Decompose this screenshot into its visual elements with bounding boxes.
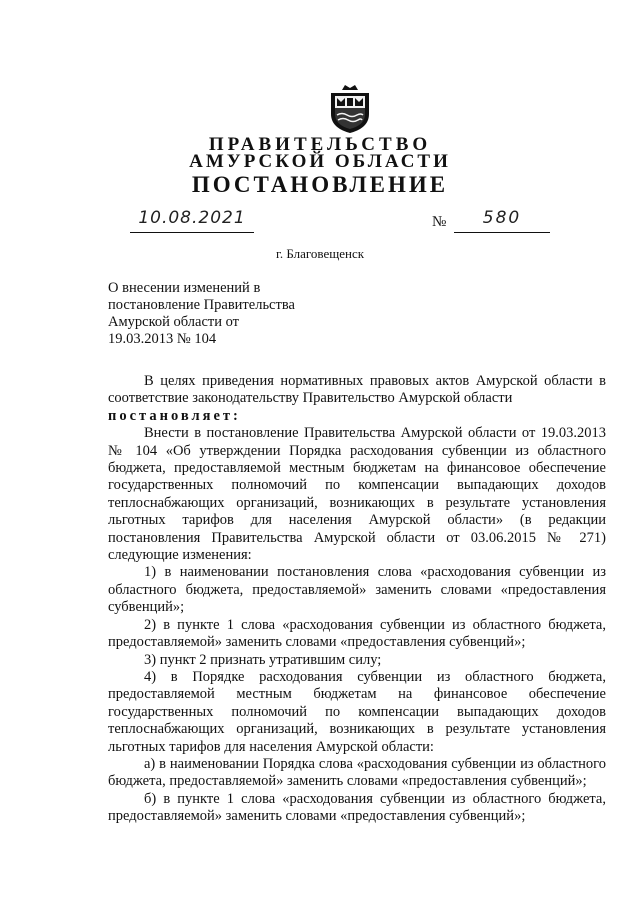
body-paragraph: а) в наименовании Порядка слова «расходования субвенции из областного бюджета, предоставляемой» заменить словами «предоставления субвенций»; [108, 755, 606, 790]
resolves-heading: постановляет: [108, 407, 241, 424]
body-paragraph: 3) пункт 2 признать утратившим силу; [144, 651, 382, 668]
preamble-paragraph: В целях приведения нормативных правовых актов Амурской области в соответствие законодательству Правительство Амурской области [108, 373, 606, 407]
document-date: 10.08.2021 [130, 208, 254, 233]
region-title: АМУРСКОЙ ОБЛАСТИ [189, 151, 451, 172]
body-paragraph: Внести в постановление Правительства Амурской области от 19.03.2013 № 104 «Об утверждении Порядка расходования субвенции из областного бюджета, предоставляемой местным бюджетам на финансовое обеспечение государственных полномочий по компенсации выпадающих доходов теплоснабжающих организаций, возникающих в результате установления льготных тарифов для населения Амурской области» (в редакции постановления Правительства Амурской области от 03.06.2015 № 271) следующие изменения: [108, 425, 606, 564]
document-number: 580 [454, 208, 550, 233]
city-name: г. Благовещенск [275, 246, 365, 261]
coat-of-arms-icon [328, 84, 372, 134]
subject-line: О внесении изменений в [108, 280, 261, 296]
subject-line: 19.03.2013 № 104 [108, 331, 217, 347]
subject-line: постановление Правительства [108, 297, 295, 313]
body-paragraph: 4) в Порядке расходования субвенции из областного бюджета, предоставляемой местным бюджетам на финансовое обеспечение государственных полномочий по компенсации выпадающих доходов теплоснабжающих организаций, возникающих в результате установления льготных тарифов для населения Амурской области: [108, 668, 606, 755]
number-label: № [432, 214, 447, 230]
document-type-title: ПОСТАНОВЛЕНИЕ [191, 172, 449, 197]
government-title: ПРАВИТЕЛЬСТВО [208, 134, 432, 155]
body-paragraph: 2) в пункте 1 слова «расходования субвенции из областного бюджета, предоставляемой» заменить словами «предоставления субвенций»; [108, 616, 606, 651]
document-body [108, 373, 606, 826]
body-paragraph: 1) в наименовании постановления слова «расходования субвенции из областного бюджета, предоставляемой» заменить словами «предоставления субвенций»; [108, 564, 606, 616]
subject-line: Амурской области от [108, 314, 240, 330]
body-paragraph: б) в пункте 1 слова «расходования субвенции из областного бюджета, предоставляемой» заменить словами «предоставления субвенций»; [108, 790, 606, 825]
subject-block [108, 280, 368, 348]
